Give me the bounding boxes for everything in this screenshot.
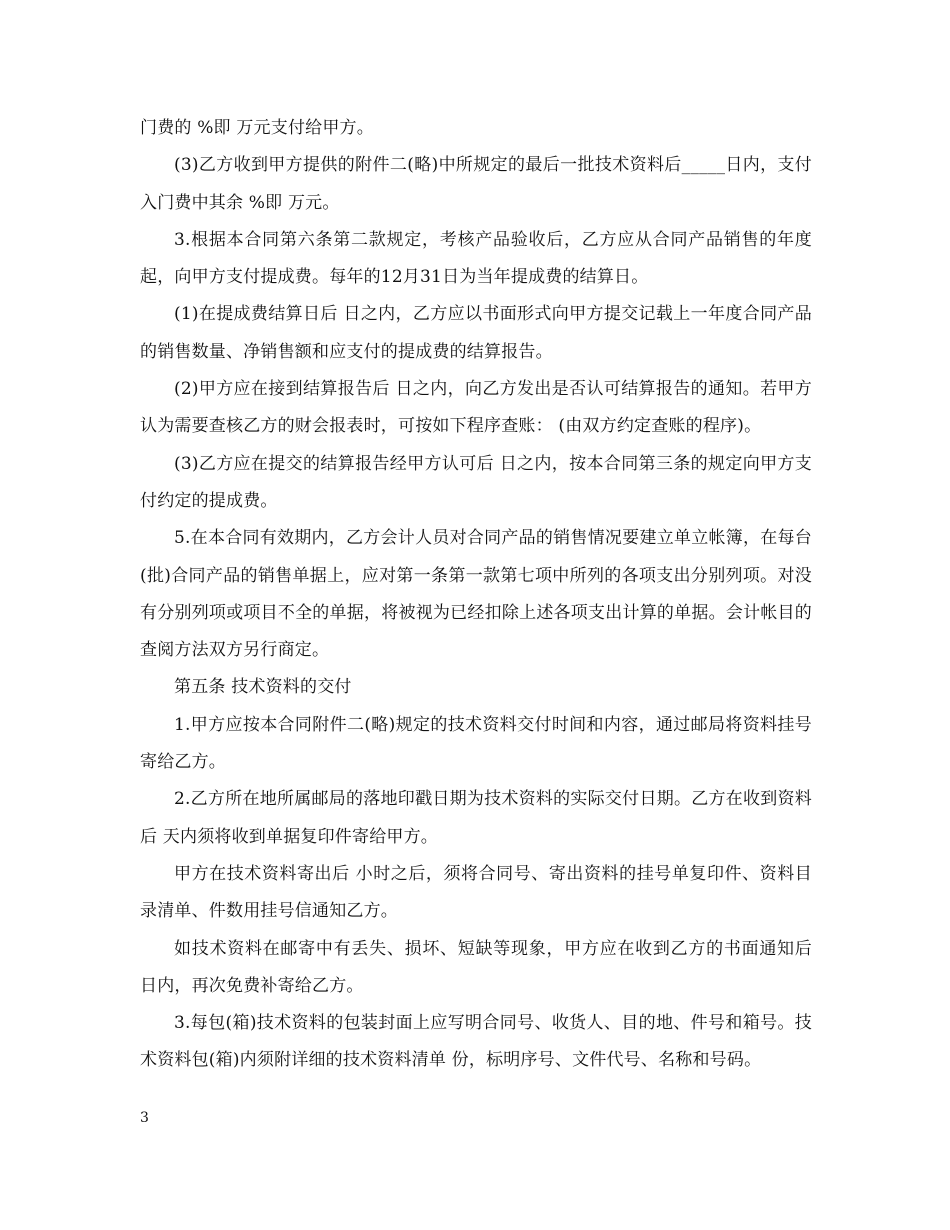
paragraph-item-3-payment: (3)乙方应在提交的结算报告经甲方认可后 日之内，按本合同第三条的规定向甲方支付约定的提成费。 [140,453,812,511]
document-body [140,110,812,1080]
page-number: 3 [140,1110,149,1126]
paragraph-item-2-audit: (2)甲方应在接到结算报告后 日之内，向乙方发出是否认可结算报告的通知。若甲方认为需要查核乙方的财会报表时，可按如下程序查账： (由双方约定查账的程序)。 [140,379,812,437]
paragraph-clause-3-royalty: 3.根据本合同第六条第二款规定，考核产品验收后，乙方应从合同产品销售的年度起，向甲方支付提成费。每年的12月31日为当年提成费的结算日。 [140,229,812,288]
paragraph-clause-1-delivery: 1.甲方应按本合同附件二(略)规定的技术资料交付时间和内容，通过邮局将资料挂号寄给乙方。 [140,714,812,773]
paragraph-item-3-remaining-fee: (3)乙方收到甲方提供的附件二(略)中所规定的最后一批技术资料后_____日内，支付入门费中其余 %即 万元。 [140,155,812,213]
paragraph-clause-5-accounting: 5.在本合同有效期内，乙方会计人员对合同产品的销售情况要建立单立帐簿，在每台(批)合同产品的销售单据上，应对第一条第一款第七项中所列的各项支出分别列项。对没有分别列项或项目不全的单据，将被视为已经扣除上述各项支出计算的单据。会计帐目的查阅方法双方另行商定。 [140,528,812,661]
paragraph-loss-replacement: 如技术资料在邮寄中有丢失、损坏、短缺等现象，甲方应在收到乙方的书面通知后 日内，再次免费补寄给乙方。 [140,938,812,996]
paragraph-continuation: 门费的 %即 万元支付给甲方。 [140,118,374,138]
paragraph-clause-3-packaging: 3.每包(箱)技术资料的包装封面上应写明合同号、收货人、目的地、件号和箱号。技术资料包(箱)内须附详细的技术资料清单 份，标明序号、文件代号、名称和号码。 [140,1013,812,1071]
paragraph-notification: 甲方在技术资料寄出后 小时之后，须将合同号、寄出资料的挂号单复印件、资料目录清单、件数用挂号信通知乙方。 [140,863,812,922]
paragraph-clause-2-postmark: 2.乙方所在地所属邮局的落地印戳日期为技术资料的实际交付日期。乙方在收到资料后 天内须将收到单据复印件寄给甲方。 [140,789,812,847]
paragraph-item-1-settlement-report: (1)在提成费结算日后 日之内，乙方应以书面形式向甲方提交记载上一年度合同产品的销售数量、净销售额和应支付的提成费的结算报告。 [140,304,812,362]
section-heading-article-5: 第五条 技术资料的交付 [174,677,352,698]
